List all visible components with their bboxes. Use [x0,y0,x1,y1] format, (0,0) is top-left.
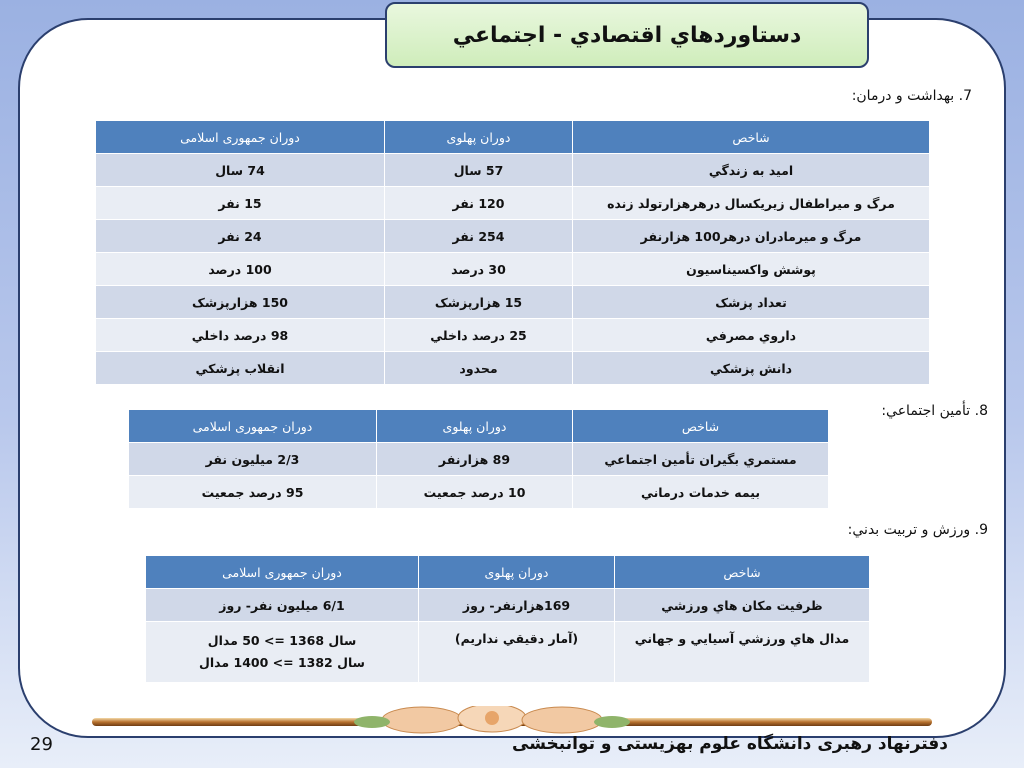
flower-icon [354,706,630,733]
cell-indicator: مرگ و میراطفال زیریکسال درهرهزارتولد زنده [573,187,930,220]
cell-islamic: 24 نفر [96,220,385,253]
cell-islamic: 98 درصد داخلي [96,319,385,352]
table-header-row [146,556,870,589]
cell-islamic: 74 سال [96,154,385,187]
table-row [96,286,930,319]
cell-islamic: 150 هزارپزشک [96,286,385,319]
cell-indicator: اميد به زندگي [573,154,930,187]
cell-indicator: پوشش واکسیناسیون [573,253,930,286]
header-pahlavi: دوران پهلوی [377,410,573,443]
header-pahlavi: دوران پهلوی [385,121,573,154]
table-row [96,253,930,286]
cell-islamic: 6/1 ميليون نفر- روز [146,589,419,622]
table-row [129,443,829,476]
cell-indicator: تعداد پزشک [573,286,930,319]
medals-1368: سال 1368 => 50 مدال [207,633,357,648]
cell-islamic: انقلاب پزشكي [96,352,385,385]
cell-islamic: 100 درصد [96,253,385,286]
cell-indicator: داروي مصرفي [573,319,930,352]
cell-pahlavi: 15 هزارپزشک [385,286,573,319]
cell-islamic: 15 نفر [96,187,385,220]
section-heading-social-security: 8. تأمين اجتماعي: [881,403,988,419]
cell-indicator: بيمه خدمات درماني [573,476,829,509]
cell-pahlavi: (آمار دقيقي نداريم) [419,622,615,683]
cell-indicator: مستمري بگيران تأمين اجتماعي [573,443,829,476]
header-islamic-republic: دوران جمهوری اسلامی [146,556,419,589]
page-number: 29 [30,734,53,755]
footer-organization: دفترنهاد رهبری دانشگاه علوم بهزیستی و توانبخشی [512,734,948,754]
cell-pahlavi: 254 نفر [385,220,573,253]
cell-pahlavi: 169هزارنفر- روز [419,589,615,622]
cell-islamic [146,622,419,683]
cell-pahlavi: 10 درصد جمعيت [377,476,573,509]
cell-islamic: 95 درصد جمعيت [129,476,377,509]
health-table [95,120,930,385]
cell-pahlavi: محدود [385,352,573,385]
cell-pahlavi: 120 نفر [385,187,573,220]
cell-indicator: ظرفيت مكان هاي ورزشي [615,589,870,622]
cell-indicator: دانش پزشكي [573,352,930,385]
table-row [96,319,930,352]
table-row [96,352,930,385]
table-row [96,220,930,253]
table-row [96,187,930,220]
header-indicator: شاخص [573,410,829,443]
cell-pahlavi: 30 درصد [385,253,573,286]
cell-pahlavi: 25 درصد داخلي [385,319,573,352]
header-indicator: شاخص [573,121,930,154]
table-row [146,589,870,622]
cell-indicator: مرگ و میرمادران درهر100 هزارنفر [573,220,930,253]
table-row [96,154,930,187]
medals-1382: سال 1382 => 1400 مدال [199,655,365,670]
cell-indicator: مدال هاي ورزشي آسيايي و جهاني [615,622,870,683]
table-header-row [96,121,930,154]
cell-pahlavi: 89 هزارنفر [377,443,573,476]
table-row [146,622,870,683]
sports-table [145,555,870,683]
header-indicator: شاخص [615,556,870,589]
social-security-table [128,409,829,509]
table-row [129,476,829,509]
slide-title: دستاوردهاي اقتصادي - اجتماعي [385,2,869,68]
header-islamic-republic: دوران جمهوری اسلامی [96,121,385,154]
cell-islamic: 2/3 ميليون نفر [129,443,377,476]
header-islamic-republic: دوران جمهوری اسلامی [129,410,377,443]
section-heading-health: 7. بهداشت و درمان: [851,88,972,104]
cell-pahlavi: 57 سال [385,154,573,187]
table-header-row [129,410,829,443]
floral-divider-ornament [92,706,932,736]
header-pahlavi: دوران پهلوی [419,556,615,589]
section-heading-sports: 9. ورزش و تربيت بدني: [847,522,988,538]
